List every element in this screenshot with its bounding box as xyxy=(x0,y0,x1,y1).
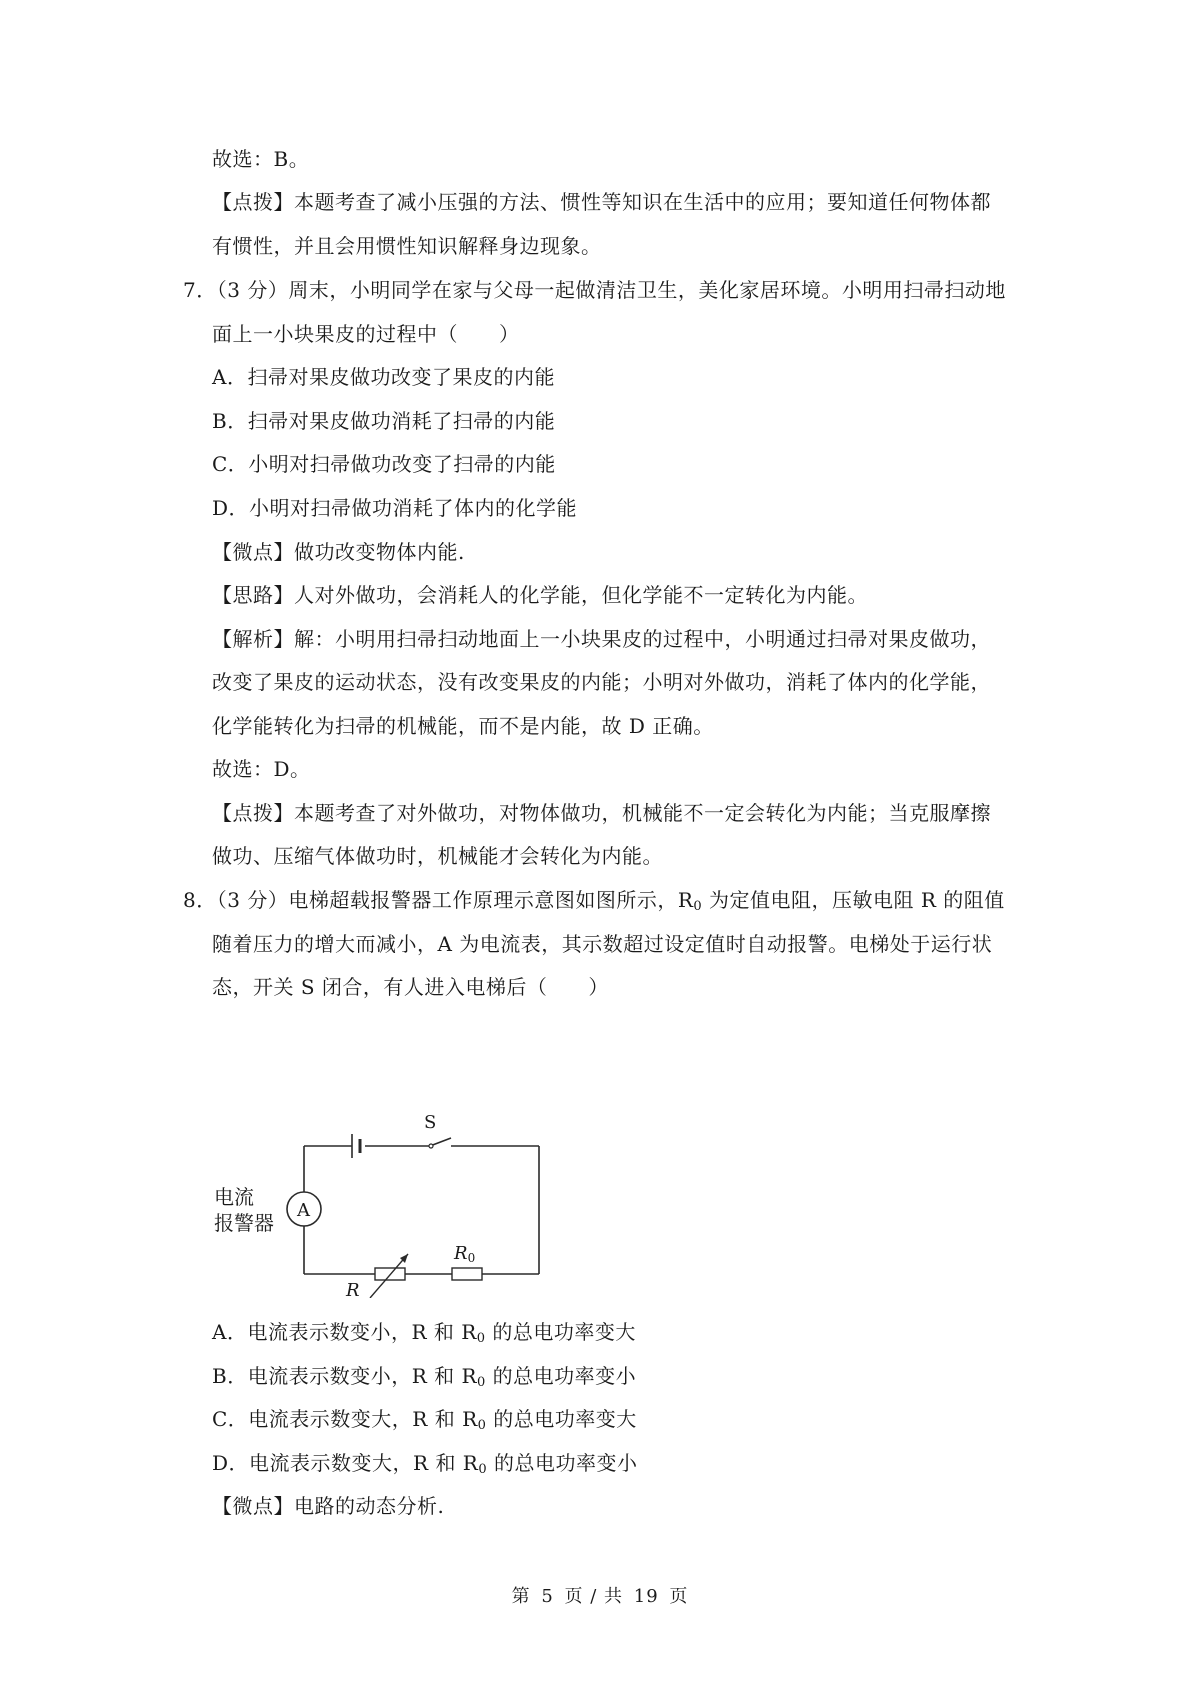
varistor-label: R xyxy=(346,1280,360,1298)
q6-answer: 故选：B。 xyxy=(212,147,310,171)
q7-stem-text-1: （3 分）周末，小明同学在家与父母一起做清洁卫生，美化家居环境。小明用扫帚扫动地 xyxy=(216,278,1006,302)
q8-stem-line-2: 随着压力的增大而减小，A 为电流表，其示数超过设定值时自动报警。电梯处于运行状 xyxy=(212,932,993,956)
q7-analysis-line-1: 【解析】解：小明用扫帚扫动地面上一小块果皮的过程中，小明通过扫帚对果皮做功， xyxy=(212,627,991,651)
q8-stem-text-1a: （3 分）电梯超载报警器工作原理示意图如图所示，R xyxy=(216,888,694,912)
footer-total-pages: 19 xyxy=(633,1586,659,1607)
q8-option-d: D．电流表示数变大，R 和 $R_0$ 的总电功率变小 xyxy=(212,1451,638,1477)
q8-stem-text-1b: 为定值电阻，压敏电阻 R 的阻值 xyxy=(702,888,1005,912)
switch-symbol xyxy=(429,1138,451,1148)
footer-prefix: 第 xyxy=(511,1586,531,1607)
resistor-r0-label: R0 xyxy=(454,1243,476,1265)
q7-stem-line-1 xyxy=(183,276,1006,304)
footer-suffix: 页 xyxy=(669,1586,689,1607)
resistor-r0-symbol xyxy=(452,1268,482,1280)
q7-tip-line-1: 【点拨】本题考查了对外做功，对物体做功，机械能不一定会转化为内能；当克服摩擦 xyxy=(212,801,991,825)
q7-tip-line-2: 做功、压缩气体做功时，机械能才会转化为内能。 xyxy=(212,844,663,868)
q7-option-d: D．小明对扫帚做功消耗了体内的化学能 xyxy=(212,496,578,520)
q7-option-b: B．扫帚对果皮做功消耗了扫帚的内能 xyxy=(212,409,556,433)
page-footer xyxy=(0,1582,1200,1608)
q8-point: 【微点】电路的动态分析. xyxy=(212,1494,445,1518)
q8-number: 8． xyxy=(183,888,217,912)
q7-analysis-line-2: 改变了果皮的运动状态，没有改变果皮的内能；小明对外做功，消耗了体内的化学能， xyxy=(212,670,991,694)
q7-idea: 【思路】人对外做功，会消耗人的化学能，但化学能不一定转化为内能。 xyxy=(212,583,868,607)
battery-symbol xyxy=(352,1134,360,1158)
varistor-symbol xyxy=(370,1254,408,1298)
q7-stem-line-2: 面上一小块果皮的过程中（ ） xyxy=(212,322,520,346)
q7-option-a: A．扫帚对果皮做功改变了果皮的内能 xyxy=(212,365,555,389)
q7-answer: 故选：D。 xyxy=(212,757,311,781)
q8-stem-subscript: 0 xyxy=(693,899,703,914)
q6-tip-line-1: 【点拨】本题考查了减小压强的方法、惯性等知识在生活中的应用；要知道任何物体都 xyxy=(212,190,991,214)
circuit-diagram xyxy=(200,1108,560,1298)
q8-stem-line-1 xyxy=(183,886,1005,914)
switch-label: S xyxy=(424,1112,437,1133)
q7-point: 【微点】做功改变物体内能. xyxy=(212,540,465,564)
alarm-label-line-2: 报警器 xyxy=(214,1211,274,1235)
q8-stem-line-3: 态，开关 S 闭合，有人进入电梯后（ ） xyxy=(212,975,609,999)
alarm-label-line-1: 电流 xyxy=(214,1185,254,1209)
footer-page-number: 5 xyxy=(541,1586,554,1607)
q8-option-c: C．电流表示数变大，R 和 $R_0$ 的总电功率变大 xyxy=(212,1407,637,1433)
q8-option-a: A．电流表示数变小，R 和 $R_0$ 的总电功率变大 xyxy=(212,1320,636,1346)
q7-option-c: C．小明对扫帚做功改变了扫帚的内能 xyxy=(212,452,556,476)
footer-mid: 页 / 共 xyxy=(564,1586,624,1607)
q8-option-b: B．电流表示数变小，R 和 $R_0$ 的总电功率变小 xyxy=(212,1364,637,1390)
q7-analysis-line-3: 化学能转化为扫帚的机械能，而不是内能，故 D 正确。 xyxy=(212,714,714,738)
q7-number: 7． xyxy=(183,278,217,302)
q6-tip-line-2: 有惯性，并且会用惯性知识解释身边现象。 xyxy=(212,234,602,258)
ammeter-label: A xyxy=(297,1200,310,1221)
